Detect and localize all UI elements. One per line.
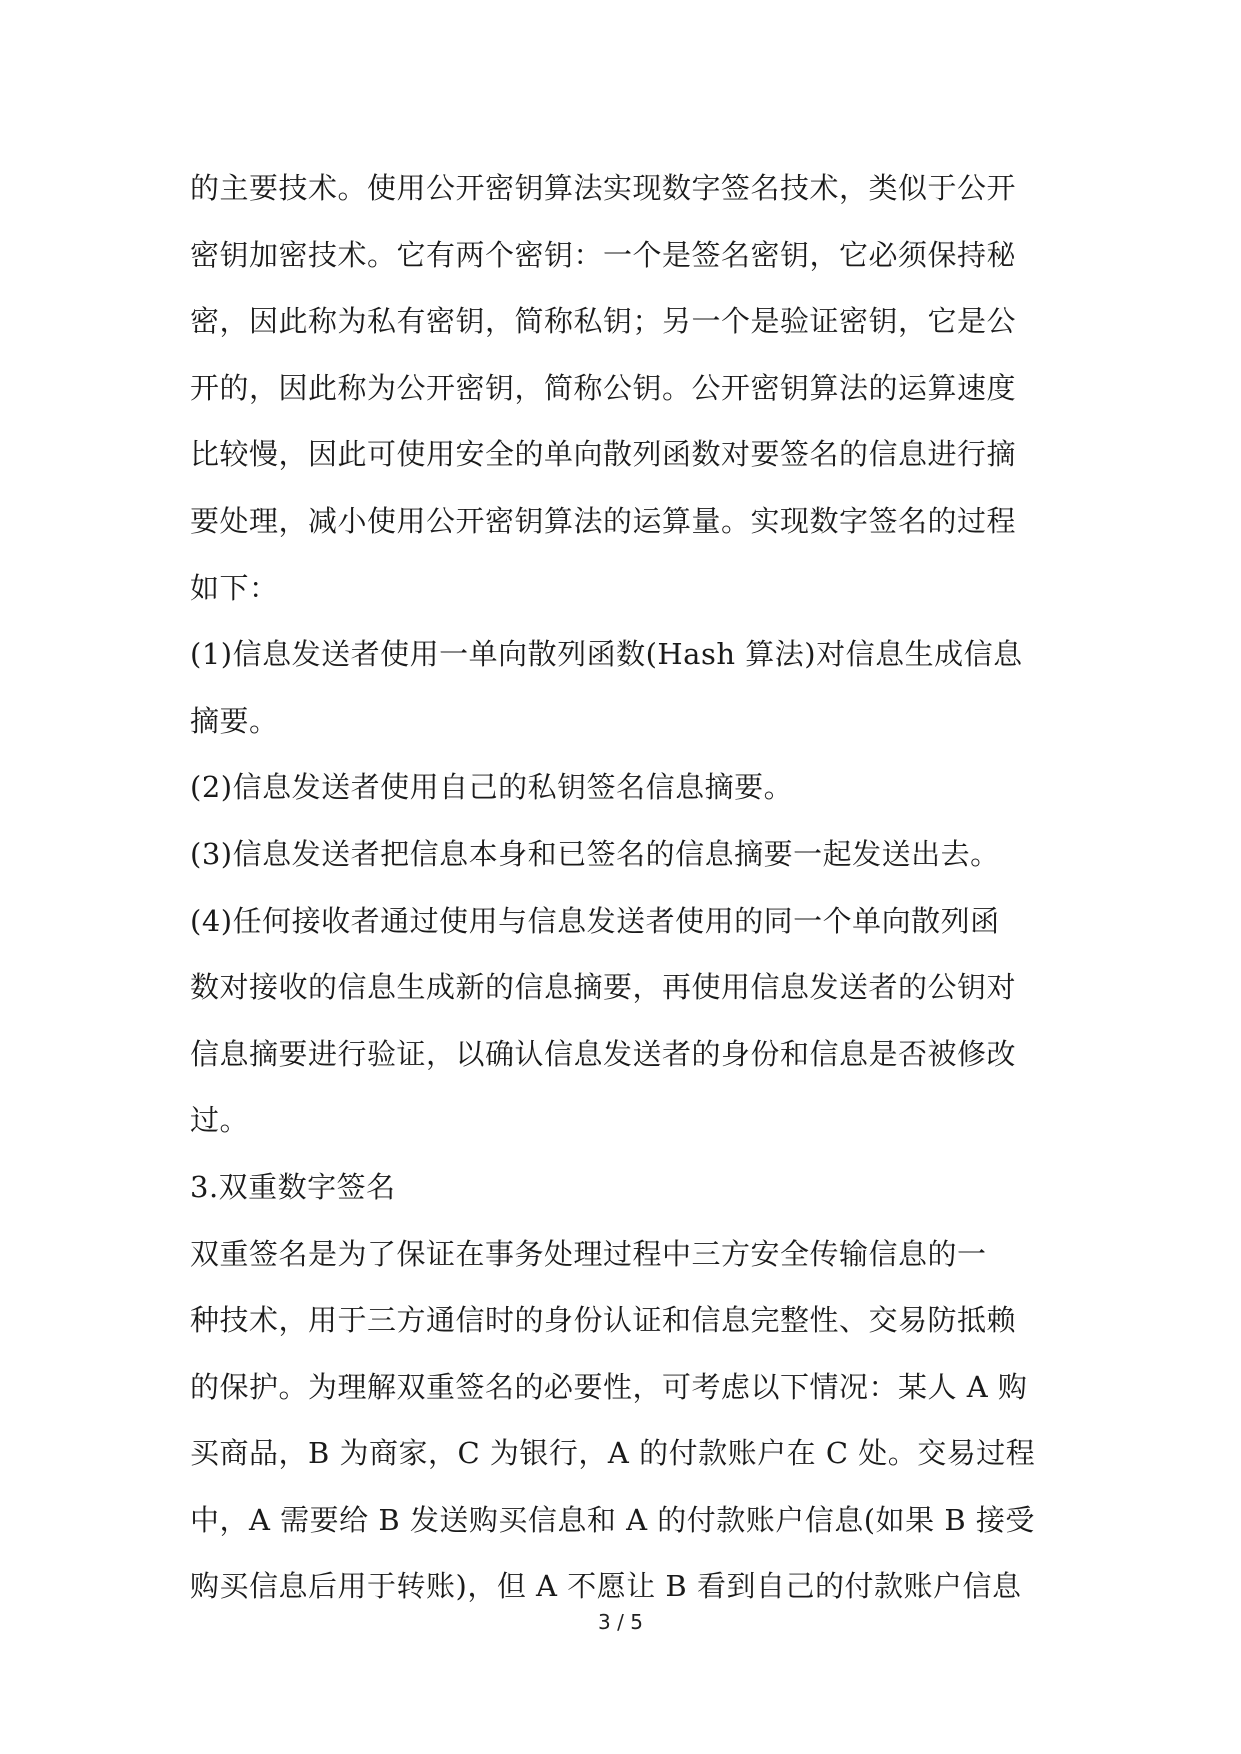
list-item-text: (2)信息发送者使用自己的私钥签名信息摘要。 [190, 770, 794, 805]
text-line: 密钥加密技术。它有两个密钥：一个是签名密钥，它必须保持秘 [190, 237, 1017, 272]
text-line: 要处理，减小使用公开密钥算法的运算量。实现数字签名的过程 [190, 503, 1017, 538]
document-body [190, 155, 1050, 1620]
section-heading: 3.双重数字签名 [190, 1169, 396, 1204]
text-line: 双重签名是为了保证在事务处理过程中三方安全传输信息的一 [190, 1236, 987, 1271]
text-line: 中，A 需要给 B 发送购买信息和 A 的付款账户信息(如果 B 接受 [190, 1502, 1035, 1537]
text-line: 买商品，B 为商家，C 为银行，A 的付款账户在 C 处。交易过程 [190, 1436, 1036, 1471]
list-item-text: (4)任何接收者通过使用与信息发送者使用的同一个单向散列函 [190, 903, 1000, 938]
text-line: 购买信息后用于转账)，但 A 不愿让 B 看到自己的付款账户信息 [190, 1569, 1022, 1604]
text-line: 开的，因此称为公开密钥，简称公钥。公开密钥算法的运算速度 [190, 370, 1017, 405]
list-item-text: 过。 [190, 1103, 250, 1138]
page-number: 3 / 5 [598, 1610, 643, 1634]
list-item-text: (3)信息发送者把信息本身和已签名的信息摘要一起发送出去。 [190, 836, 1000, 871]
text-line: 种技术，用于三方通信时的身份认证和信息完整性、交易防抵赖 [190, 1303, 1017, 1338]
text-line: 比较慢，因此可使用安全的单向散列函数对要签名的信息进行摘 [190, 437, 1017, 472]
list-item-text: 数对接收的信息生成新的信息摘要，再使用信息发送者的公钥对 [190, 970, 1017, 1005]
list-item-text: 摘要。 [190, 703, 279, 738]
text-line: 密，因此称为私有密钥，简称私钥；另一个是验证密钥，它是公 [190, 304, 1017, 339]
text-line: 的保护。为理解双重签名的必要性，可考虑以下情况：某人 A 购 [190, 1369, 1028, 1404]
text-line: 的主要技术。使用公开密钥算法实现数字签名技术，类似于公开 [190, 171, 1017, 205]
list-item-text: 信息摘要进行验证，以确认信息发送者的身份和信息是否被修改 [190, 1036, 1017, 1071]
list-item-text: (1)信息发送者使用一单向散列函数(Hash 算法)对信息生成信息 [190, 637, 1023, 672]
text-line: 如下： [190, 570, 279, 605]
